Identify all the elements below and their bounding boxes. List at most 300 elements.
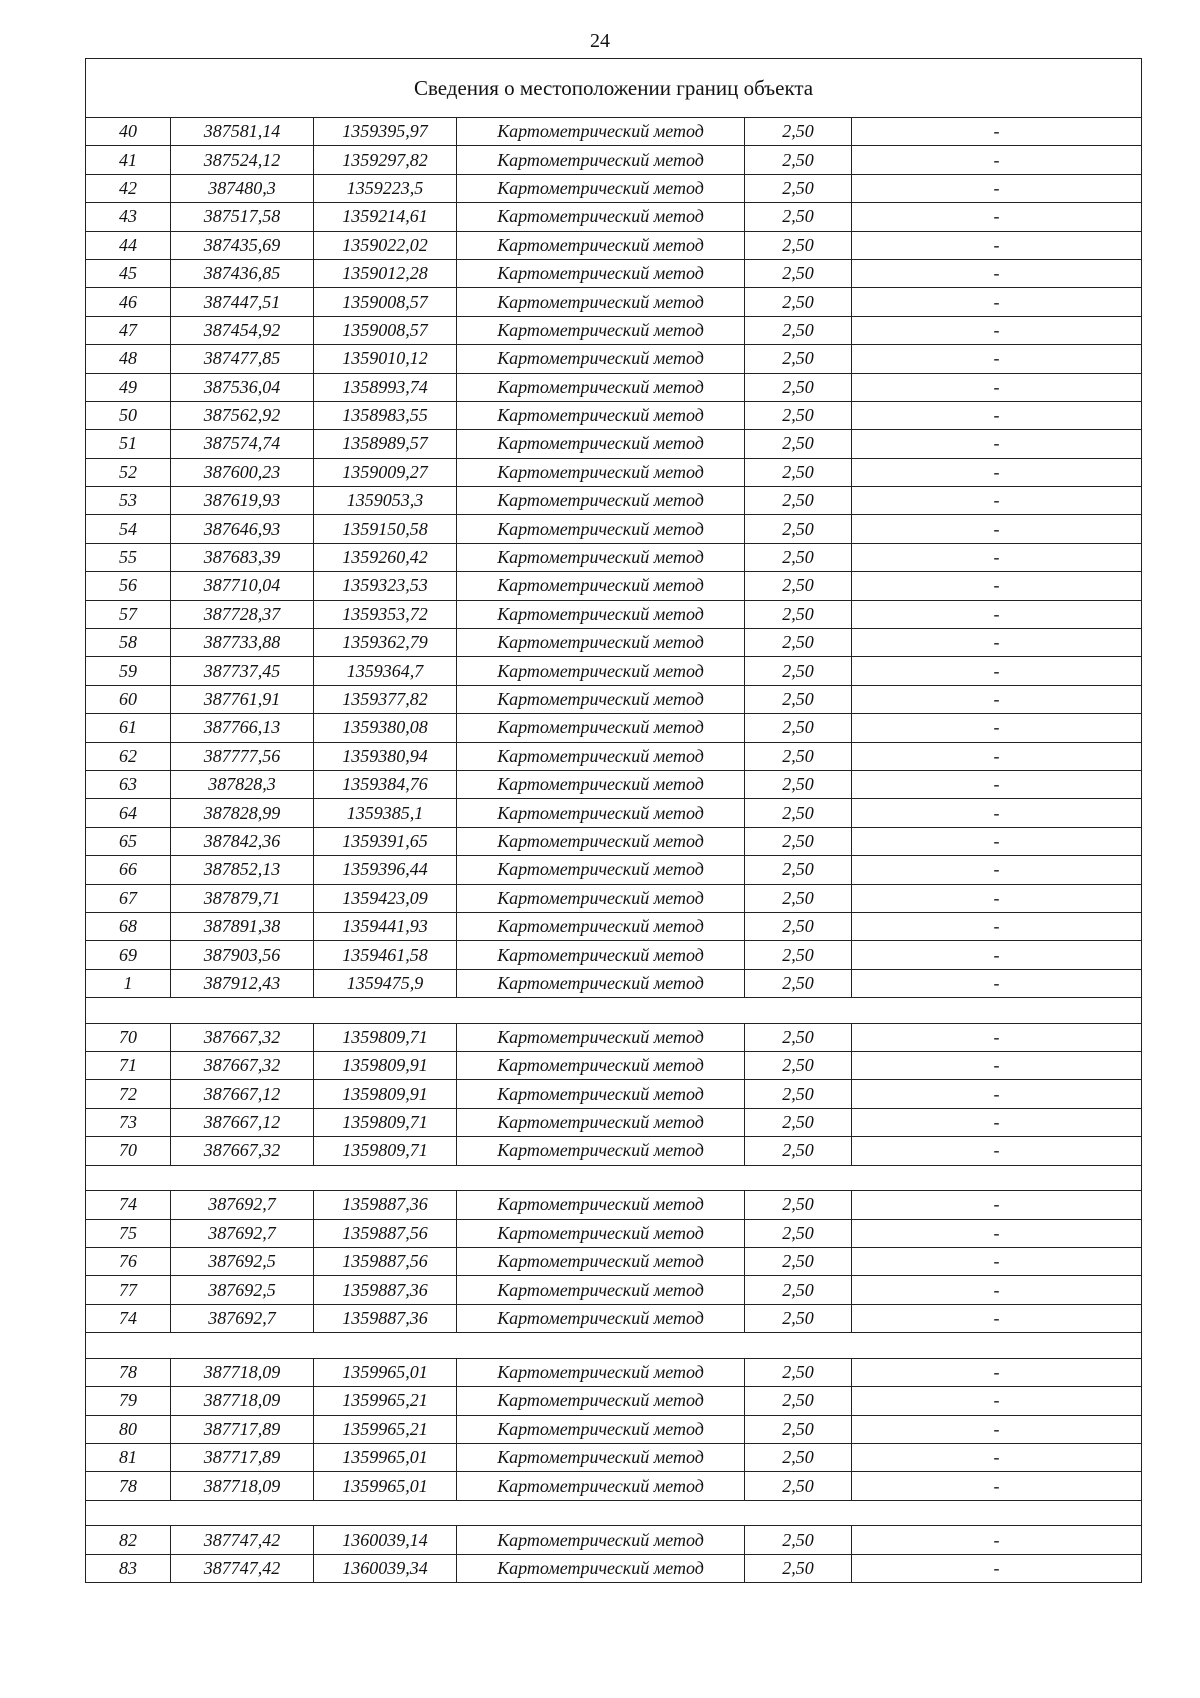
accuracy-cell: 2,50 <box>745 1358 852 1386</box>
description-cell: - <box>852 373 1142 401</box>
description-cell: - <box>852 799 1142 827</box>
description-cell: - <box>852 146 1142 174</box>
y-coordinate-cell: 1359965,01 <box>314 1358 457 1386</box>
accuracy-cell: 2,50 <box>745 515 852 543</box>
x-coordinate-cell: 387766,13 <box>171 714 314 742</box>
description-cell: - <box>852 1415 1142 1443</box>
accuracy-cell: 2,50 <box>745 288 852 316</box>
y-coordinate-cell: 1359012,28 <box>314 259 457 287</box>
accuracy-cell: 2,50 <box>745 799 852 827</box>
description-cell: - <box>852 118 1142 146</box>
description-cell: - <box>852 1191 1142 1219</box>
separator-cell <box>86 998 1142 1024</box>
method-cell: Картометрический метод <box>457 600 745 628</box>
x-coordinate-cell: 387454,92 <box>171 316 314 344</box>
table-row <box>86 316 1142 344</box>
table-row <box>86 1080 1142 1108</box>
method-cell: Картометрический метод <box>457 543 745 571</box>
description-cell: - <box>852 487 1142 515</box>
accuracy-cell: 2,50 <box>745 1415 852 1443</box>
y-coordinate-cell: 1359362,79 <box>314 629 457 657</box>
x-coordinate-cell: 387912,43 <box>171 969 314 997</box>
y-coordinate-cell: 1359475,9 <box>314 969 457 997</box>
accuracy-cell: 2,50 <box>745 203 852 231</box>
y-coordinate-cell: 1359887,56 <box>314 1219 457 1247</box>
y-coordinate-cell: 1358983,55 <box>314 401 457 429</box>
table-row <box>86 685 1142 713</box>
x-coordinate-cell: 387562,92 <box>171 401 314 429</box>
x-coordinate-cell: 387842,36 <box>171 827 314 855</box>
method-cell: Картометрический метод <box>457 288 745 316</box>
point-number-cell: 44 <box>86 231 171 259</box>
x-coordinate-cell: 387692,5 <box>171 1248 314 1276</box>
point-number-cell: 54 <box>86 515 171 543</box>
x-coordinate-cell: 387903,56 <box>171 941 314 969</box>
description-cell: - <box>852 259 1142 287</box>
method-cell: Картометрический метод <box>457 458 745 486</box>
point-number-cell: 83 <box>86 1554 171 1582</box>
description-cell: - <box>852 1276 1142 1304</box>
accuracy-cell: 2,50 <box>745 259 852 287</box>
method-cell: Картометрический метод <box>457 1526 745 1554</box>
method-cell: Картометрический метод <box>457 969 745 997</box>
point-number-cell: 47 <box>86 316 171 344</box>
point-number-cell: 57 <box>86 600 171 628</box>
point-number-cell: 55 <box>86 543 171 571</box>
point-number-cell: 50 <box>86 401 171 429</box>
description-cell: - <box>852 203 1142 231</box>
y-coordinate-cell: 1359377,82 <box>314 685 457 713</box>
point-number-cell: 61 <box>86 714 171 742</box>
point-number-cell: 67 <box>86 884 171 912</box>
method-cell: Картометрический метод <box>457 770 745 798</box>
point-number-cell: 74 <box>86 1191 171 1219</box>
description-cell: - <box>852 884 1142 912</box>
method-cell: Картометрический метод <box>457 118 745 146</box>
description-cell: - <box>852 742 1142 770</box>
x-coordinate-cell: 387692,5 <box>171 1276 314 1304</box>
table-row <box>86 401 1142 429</box>
description-cell: - <box>852 1248 1142 1276</box>
method-cell: Картометрический метод <box>457 1387 745 1415</box>
x-coordinate-cell: 387879,71 <box>171 884 314 912</box>
table-row <box>86 1415 1142 1443</box>
method-cell: Картометрический метод <box>457 1023 745 1051</box>
x-coordinate-cell: 387747,42 <box>171 1526 314 1554</box>
contour-separator-row <box>86 1500 1142 1526</box>
method-cell: Картометрический метод <box>457 1191 745 1219</box>
x-coordinate-cell: 387646,93 <box>171 515 314 543</box>
description-cell: - <box>852 1304 1142 1332</box>
y-coordinate-cell: 1360039,14 <box>314 1526 457 1554</box>
y-coordinate-cell: 1359809,71 <box>314 1023 457 1051</box>
x-coordinate-cell: 387524,12 <box>171 146 314 174</box>
y-coordinate-cell: 1359809,91 <box>314 1080 457 1108</box>
x-coordinate-cell: 387728,37 <box>171 600 314 628</box>
table-row <box>86 231 1142 259</box>
y-coordinate-cell: 1358989,57 <box>314 430 457 458</box>
accuracy-cell: 2,50 <box>745 600 852 628</box>
y-coordinate-cell: 1359214,61 <box>314 203 457 231</box>
point-number-cell: 59 <box>86 657 171 685</box>
table-row <box>86 1108 1142 1136</box>
accuracy-cell: 2,50 <box>745 458 852 486</box>
separator-cell <box>86 1165 1142 1191</box>
method-cell: Картометрический метод <box>457 1304 745 1332</box>
accuracy-cell: 2,50 <box>745 912 852 940</box>
description-cell: - <box>852 1108 1142 1136</box>
y-coordinate-cell: 1359010,12 <box>314 345 457 373</box>
y-coordinate-cell: 1359260,42 <box>314 543 457 571</box>
description-cell: - <box>852 629 1142 657</box>
point-number-cell: 48 <box>86 345 171 373</box>
point-number-cell: 46 <box>86 288 171 316</box>
table-row <box>86 1248 1142 1276</box>
description-cell: - <box>852 345 1142 373</box>
description-cell: - <box>852 714 1142 742</box>
point-number-cell: 68 <box>86 912 171 940</box>
description-cell: - <box>852 458 1142 486</box>
point-number-cell: 72 <box>86 1080 171 1108</box>
separator-cell <box>86 1333 1142 1359</box>
x-coordinate-cell: 387667,12 <box>171 1108 314 1136</box>
point-number-cell: 56 <box>86 572 171 600</box>
method-cell: Картометрический метод <box>457 827 745 855</box>
description-cell: - <box>852 969 1142 997</box>
table-row <box>86 1304 1142 1332</box>
x-coordinate-cell: 387536,04 <box>171 373 314 401</box>
y-coordinate-cell: 1359223,5 <box>314 174 457 202</box>
y-coordinate-cell: 1359150,58 <box>314 515 457 543</box>
y-coordinate-cell: 1359396,44 <box>314 856 457 884</box>
accuracy-cell: 2,50 <box>745 1080 852 1108</box>
method-cell: Картометрический метод <box>457 685 745 713</box>
method-cell: Картометрический метод <box>457 1358 745 1386</box>
method-cell: Картометрический метод <box>457 1443 745 1471</box>
point-number-cell: 69 <box>86 941 171 969</box>
accuracy-cell: 2,50 <box>745 1554 852 1582</box>
description-cell: - <box>852 174 1142 202</box>
description-cell: - <box>852 1080 1142 1108</box>
table-title-row <box>86 59 1142 118</box>
accuracy-cell: 2,50 <box>745 401 852 429</box>
description-cell: - <box>852 1023 1142 1051</box>
accuracy-cell: 2,50 <box>745 572 852 600</box>
accuracy-cell: 2,50 <box>745 1248 852 1276</box>
method-cell: Картометрический метод <box>457 714 745 742</box>
y-coordinate-cell: 1359887,36 <box>314 1191 457 1219</box>
x-coordinate-cell: 387667,12 <box>171 1080 314 1108</box>
point-number-cell: 82 <box>86 1526 171 1554</box>
table-row <box>86 146 1142 174</box>
y-coordinate-cell: 1359353,72 <box>314 600 457 628</box>
description-cell: - <box>852 515 1142 543</box>
table-row <box>86 1472 1142 1500</box>
method-cell: Картометрический метод <box>457 1248 745 1276</box>
table-row <box>86 515 1142 543</box>
x-coordinate-cell: 387852,13 <box>171 856 314 884</box>
x-coordinate-cell: 387718,09 <box>171 1358 314 1386</box>
table-row <box>86 572 1142 600</box>
description-cell: - <box>852 657 1142 685</box>
y-coordinate-cell: 1359809,71 <box>314 1108 457 1136</box>
y-coordinate-cell: 1359809,71 <box>314 1137 457 1165</box>
table-row <box>86 430 1142 458</box>
method-cell: Картометрический метод <box>457 799 745 827</box>
point-number-cell: 76 <box>86 1248 171 1276</box>
x-coordinate-cell: 387717,89 <box>171 1443 314 1471</box>
point-number-cell: 41 <box>86 146 171 174</box>
table-row <box>86 118 1142 146</box>
table-row <box>86 373 1142 401</box>
y-coordinate-cell: 1359391,65 <box>314 827 457 855</box>
method-cell: Картометрический метод <box>457 259 745 287</box>
method-cell: Картометрический метод <box>457 1472 745 1500</box>
description-cell: - <box>852 1358 1142 1386</box>
method-cell: Картометрический метод <box>457 742 745 770</box>
table-row <box>86 1137 1142 1165</box>
description-cell: - <box>852 231 1142 259</box>
table-row <box>86 259 1142 287</box>
x-coordinate-cell: 387891,38 <box>171 912 314 940</box>
description-cell: - <box>852 600 1142 628</box>
y-coordinate-cell: 1360039,34 <box>314 1554 457 1582</box>
accuracy-cell: 2,50 <box>745 1472 852 1500</box>
x-coordinate-cell: 387667,32 <box>171 1052 314 1080</box>
table-row <box>86 629 1142 657</box>
x-coordinate-cell: 387718,09 <box>171 1472 314 1500</box>
table-row <box>86 827 1142 855</box>
method-cell: Картометрический метод <box>457 1554 745 1582</box>
point-number-cell: 63 <box>86 770 171 798</box>
x-coordinate-cell: 387761,91 <box>171 685 314 713</box>
x-coordinate-cell: 387600,23 <box>171 458 314 486</box>
x-coordinate-cell: 387718,09 <box>171 1387 314 1415</box>
accuracy-cell: 2,50 <box>745 487 852 515</box>
y-coordinate-cell: 1359441,93 <box>314 912 457 940</box>
method-cell: Картометрический метод <box>457 345 745 373</box>
table-row <box>86 458 1142 486</box>
point-number-cell: 53 <box>86 487 171 515</box>
point-number-cell: 77 <box>86 1276 171 1304</box>
x-coordinate-cell: 387692,7 <box>171 1304 314 1332</box>
separator-cell <box>86 1500 1142 1526</box>
accuracy-cell: 2,50 <box>745 884 852 912</box>
x-coordinate-cell: 387436,85 <box>171 259 314 287</box>
x-coordinate-cell: 387710,04 <box>171 572 314 600</box>
accuracy-cell: 2,50 <box>745 373 852 401</box>
description-cell: - <box>852 316 1142 344</box>
x-coordinate-cell: 387733,88 <box>171 629 314 657</box>
point-number-cell: 78 <box>86 1358 171 1386</box>
boundary-coordinates-table <box>85 58 1142 1583</box>
description-cell: - <box>852 856 1142 884</box>
y-coordinate-cell: 1359323,53 <box>314 572 457 600</box>
table-row <box>86 912 1142 940</box>
method-cell: Картометрический метод <box>457 174 745 202</box>
accuracy-cell: 2,50 <box>745 231 852 259</box>
x-coordinate-cell: 387447,51 <box>171 288 314 316</box>
accuracy-cell: 2,50 <box>745 657 852 685</box>
point-number-cell: 71 <box>86 1052 171 1080</box>
x-coordinate-cell: 387574,74 <box>171 430 314 458</box>
x-coordinate-cell: 387717,89 <box>171 1415 314 1443</box>
y-coordinate-cell: 1359423,09 <box>314 884 457 912</box>
page-number: 24 <box>590 30 610 52</box>
point-number-cell: 40 <box>86 118 171 146</box>
contour-separator-row <box>86 1333 1142 1359</box>
x-coordinate-cell: 387619,93 <box>171 487 314 515</box>
description-cell: - <box>852 401 1142 429</box>
table-row <box>86 770 1142 798</box>
description-cell: - <box>852 827 1142 855</box>
table-row <box>86 487 1142 515</box>
table-row <box>86 742 1142 770</box>
table-row <box>86 543 1142 571</box>
method-cell: Картометрический метод <box>457 515 745 543</box>
accuracy-cell: 2,50 <box>745 543 852 571</box>
accuracy-cell: 2,50 <box>745 1276 852 1304</box>
x-coordinate-cell: 387683,39 <box>171 543 314 571</box>
x-coordinate-cell: 387747,42 <box>171 1554 314 1582</box>
method-cell: Картометрический метод <box>457 203 745 231</box>
y-coordinate-cell: 1359809,91 <box>314 1052 457 1080</box>
point-number-cell: 58 <box>86 629 171 657</box>
table-row <box>86 1554 1142 1582</box>
table-row <box>86 969 1142 997</box>
y-coordinate-cell: 1359385,1 <box>314 799 457 827</box>
point-number-cell: 81 <box>86 1443 171 1471</box>
y-coordinate-cell: 1359008,57 <box>314 288 457 316</box>
method-cell: Картометрический метод <box>457 1080 745 1108</box>
method-cell: Картометрический метод <box>457 1137 745 1165</box>
point-number-cell: 64 <box>86 799 171 827</box>
table-row <box>86 1276 1142 1304</box>
point-number-cell: 1 <box>86 969 171 997</box>
accuracy-cell: 2,50 <box>745 1304 852 1332</box>
method-cell: Картометрический метод <box>457 1108 745 1136</box>
description-cell: - <box>852 572 1142 600</box>
table-row <box>86 1387 1142 1415</box>
accuracy-cell: 2,50 <box>745 714 852 742</box>
x-coordinate-cell: 387581,14 <box>171 118 314 146</box>
y-coordinate-cell: 1359053,3 <box>314 487 457 515</box>
method-cell: Картометрический метод <box>457 231 745 259</box>
table-row <box>86 1526 1142 1554</box>
point-number-cell: 51 <box>86 430 171 458</box>
accuracy-cell: 2,50 <box>745 742 852 770</box>
accuracy-cell: 2,50 <box>745 941 852 969</box>
table-row <box>86 174 1142 202</box>
accuracy-cell: 2,50 <box>745 146 852 174</box>
table-row <box>86 856 1142 884</box>
table-row <box>86 884 1142 912</box>
table-row <box>86 203 1142 231</box>
table-row <box>86 600 1142 628</box>
x-coordinate-cell: 387435,69 <box>171 231 314 259</box>
description-cell: - <box>852 1443 1142 1471</box>
point-number-cell: 79 <box>86 1387 171 1415</box>
description-cell: - <box>852 1554 1142 1582</box>
accuracy-cell: 2,50 <box>745 1387 852 1415</box>
accuracy-cell: 2,50 <box>745 1191 852 1219</box>
description-cell: - <box>852 1472 1142 1500</box>
x-coordinate-cell: 387517,58 <box>171 203 314 231</box>
y-coordinate-cell: 1359887,36 <box>314 1304 457 1332</box>
method-cell: Картометрический метод <box>457 1276 745 1304</box>
y-coordinate-cell: 1359384,76 <box>314 770 457 798</box>
y-coordinate-cell: 1359965,21 <box>314 1387 457 1415</box>
x-coordinate-cell: 387828,3 <box>171 770 314 798</box>
table-row <box>86 1023 1142 1051</box>
y-coordinate-cell: 1359965,01 <box>314 1443 457 1471</box>
method-cell: Картометрический метод <box>457 657 745 685</box>
point-number-cell: 80 <box>86 1415 171 1443</box>
y-coordinate-cell: 1359022,02 <box>314 231 457 259</box>
x-coordinate-cell: 387737,45 <box>171 657 314 685</box>
y-coordinate-cell: 1359965,01 <box>314 1472 457 1500</box>
accuracy-cell: 2,50 <box>745 856 852 884</box>
point-number-cell: 49 <box>86 373 171 401</box>
table-row <box>86 1191 1142 1219</box>
accuracy-cell: 2,50 <box>745 685 852 713</box>
point-number-cell: 65 <box>86 827 171 855</box>
accuracy-cell: 2,50 <box>745 430 852 458</box>
contour-separator-row <box>86 1165 1142 1191</box>
accuracy-cell: 2,50 <box>745 969 852 997</box>
y-coordinate-cell: 1359461,58 <box>314 941 457 969</box>
point-number-cell: 45 <box>86 259 171 287</box>
description-cell: - <box>852 941 1142 969</box>
point-number-cell: 70 <box>86 1137 171 1165</box>
y-coordinate-cell: 1359887,56 <box>314 1248 457 1276</box>
y-coordinate-cell: 1359297,82 <box>314 146 457 174</box>
description-cell: - <box>852 1526 1142 1554</box>
x-coordinate-cell: 387777,56 <box>171 742 314 770</box>
table-row <box>86 1219 1142 1247</box>
point-number-cell: 70 <box>86 1023 171 1051</box>
accuracy-cell: 2,50 <box>745 770 852 798</box>
description-cell: - <box>852 1137 1142 1165</box>
method-cell: Картометрический метод <box>457 1219 745 1247</box>
accuracy-cell: 2,50 <box>745 1052 852 1080</box>
y-coordinate-cell: 1358993,74 <box>314 373 457 401</box>
description-cell: - <box>852 430 1142 458</box>
method-cell: Картометрический метод <box>457 1415 745 1443</box>
point-number-cell: 75 <box>86 1219 171 1247</box>
accuracy-cell: 2,50 <box>745 1443 852 1471</box>
y-coordinate-cell: 1359965,21 <box>314 1415 457 1443</box>
accuracy-cell: 2,50 <box>745 118 852 146</box>
table-row <box>86 1443 1142 1471</box>
contour-separator-row <box>86 998 1142 1024</box>
x-coordinate-cell: 387667,32 <box>171 1023 314 1051</box>
y-coordinate-cell: 1359395,97 <box>314 118 457 146</box>
table-row <box>86 941 1142 969</box>
accuracy-cell: 2,50 <box>745 1023 852 1051</box>
method-cell: Картометрический метод <box>457 430 745 458</box>
accuracy-cell: 2,50 <box>745 345 852 373</box>
x-coordinate-cell: 387828,99 <box>171 799 314 827</box>
table-row <box>86 1358 1142 1386</box>
accuracy-cell: 2,50 <box>745 1137 852 1165</box>
point-number-cell: 52 <box>86 458 171 486</box>
table-title: Сведения о местоположении границ объекта <box>86 59 1142 118</box>
point-number-cell: 43 <box>86 203 171 231</box>
accuracy-cell: 2,50 <box>745 1526 852 1554</box>
x-coordinate-cell: 387692,7 <box>171 1219 314 1247</box>
x-coordinate-cell: 387667,32 <box>171 1137 314 1165</box>
